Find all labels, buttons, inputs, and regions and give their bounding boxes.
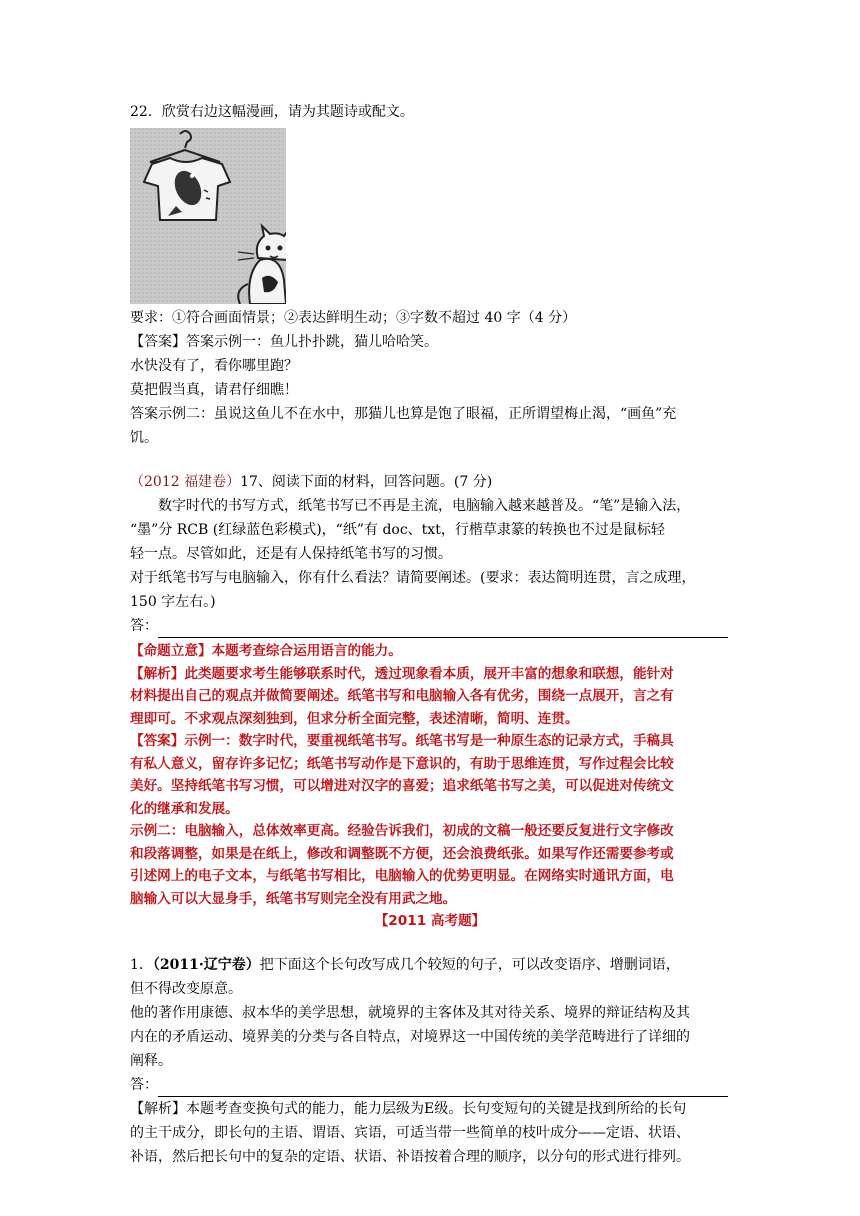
explanation-line: 美好。坚持纸笔书写习惯，可以增进对汉字的喜爱；追求纸笔书写之美，可以促进对传统文	[130, 778, 674, 794]
q22-answer-line: 莫把假当真，请君仔细瞧！	[130, 382, 298, 398]
explanation-line: 示例二：电脑输入，总体效率更高。经验告诉我们，初成的文稿一般还要反复进行文字修改	[130, 823, 674, 839]
document-page	[130, 100, 730, 1169]
q17-source: （2012 福建卷）	[130, 474, 241, 490]
section-heading: 【2011 高考题】	[374, 913, 486, 929]
explanation-line: 有私人意义，留存许多记忆；纸笔书写动作是下意识的，有助于思维连贯，写作过程会比较	[130, 755, 674, 772]
explanation-line: 【答案】示例一：数字时代，要重视纸笔书写。纸笔书写是一种原生态的记录方式，手稿具	[130, 733, 674, 749]
q22-answer-line: 答案示例二：虽说这鱼儿不在水中，那猫儿也算是饱了眼福，正所谓望梅止渴，“画鱼”充	[130, 406, 677, 422]
q17-question-line: 150 字左右。)	[130, 594, 216, 610]
cat-fish-cartoon	[130, 128, 286, 304]
q1-prompt-line: 但不得改变原意。	[130, 980, 242, 997]
q17-answer-label: 答：	[130, 618, 158, 634]
q17-material-line: “墨”分 RCB (红绿蓝色彩模式)，“纸”有 doc、txt，行楷草隶篆的转换也不过是鼠标轻	[130, 522, 665, 538]
explanation-line: 脑输入可以大显身手，纸笔书写则完全没有用武之地。	[130, 890, 457, 907]
q1-answer-blank	[158, 1080, 728, 1097]
q1-explanation-line: 的主干成分，即长句的主语、谓语、宾语，可适当带一些简单的枝叶成分——定语、状语、	[130, 1124, 690, 1141]
q17-explanation	[130, 640, 730, 933]
explanation-line: 理即可。不求观点深刻独到，但求分析全面完整，表述清晰，简明、连贯。	[130, 710, 579, 727]
q1-passage-line: 内在的矛盾运动、境界美的分类与各自特点，对境界这一中国传统的美学范畴进行了详细的	[130, 1028, 690, 1045]
explanation-line: 【命题立意】本题考查综合运用语言的能力。	[130, 643, 402, 659]
q1-passage-line: 阐释。	[130, 1052, 172, 1069]
q1-prompt-line: 把下面这个长句改写成几个较短的句子，可以改变语序、增删词语，	[259, 956, 680, 973]
q17-header	[130, 470, 730, 494]
q22-answer-line: 【答案】答案示例一：鱼儿扑扑跳，猫儿哈哈笑。	[130, 334, 438, 350]
q17-answer-blank	[158, 621, 728, 638]
q22-answer-line: 水快没有了，看你哪里跑？	[130, 358, 298, 374]
q1-passage-line: 他的著作用康德、叔本华的美学思想，就境界的主客体及其对待关系、境界的辩证结构及其	[130, 1004, 690, 1021]
explanation-line: 和段落调整，如果是在纸上，修改和调整既不方便，还会浪费纸张。如果写作还需要参考或	[130, 845, 674, 862]
q17-material-line: 数字时代的书写方式，纸笔书写已不再是主流，电脑输入越来越普及。“笔”是输入法，	[158, 498, 691, 514]
q22-prompt: 22．欣赏右边这幅漫画，请为其题诗或配文。	[130, 104, 414, 120]
explanation-line: 【解析】此类题要求考生能够联系时代，透过现象看本质，展开丰富的想象和联想，能针对	[130, 665, 674, 682]
q22-answer-line: 饥。	[130, 430, 158, 446]
q1-explanation-line: 补语，然后把长句中的复杂的定语、状语、补语按着合理的顺序，以分句的形式进行排列。	[130, 1148, 690, 1165]
q1-source: （2011·辽宁卷）	[152, 956, 260, 973]
q22-requirements: 要求：①符合画面情景；②表达鲜明生动；③字数不超过 40 字（4 分）	[130, 310, 577, 326]
q17-material-line: 轻一点。尽管如此，还是有人保持纸笔书写的习惯。	[130, 546, 452, 562]
q1-header	[130, 953, 730, 977]
q1-number: 1．	[130, 956, 153, 973]
q17-title: 17、阅读下面的材料，回答问题。(7 分)	[240, 474, 493, 490]
q1-answer-row	[130, 1073, 730, 1097]
explanation-line: 引述网上的电子文本，与纸笔书写相比，电脑输入的优势更明显。在网络实时通讯方面，电	[130, 868, 674, 884]
explanation-line: 材料提出自己的观点并做简要阐述。纸笔书写和电脑输入各有优劣，围绕一点展开，言之有	[130, 688, 674, 704]
q17-answer-row	[130, 614, 730, 638]
q17-question-line: 对于纸笔书写与电脑输入，你有什么看法？请简要阐述。(要求：表达简明连贯，言之成理，	[130, 570, 696, 586]
q1-explanation-line: 【解析】本题考查变换句式的能力，能力层级为E级。长句变短句的关键是找到所给的长句	[130, 1100, 687, 1117]
explanation-line: 化的继承和发展。	[130, 800, 239, 817]
q1-answer-label: 答：	[130, 1076, 158, 1093]
